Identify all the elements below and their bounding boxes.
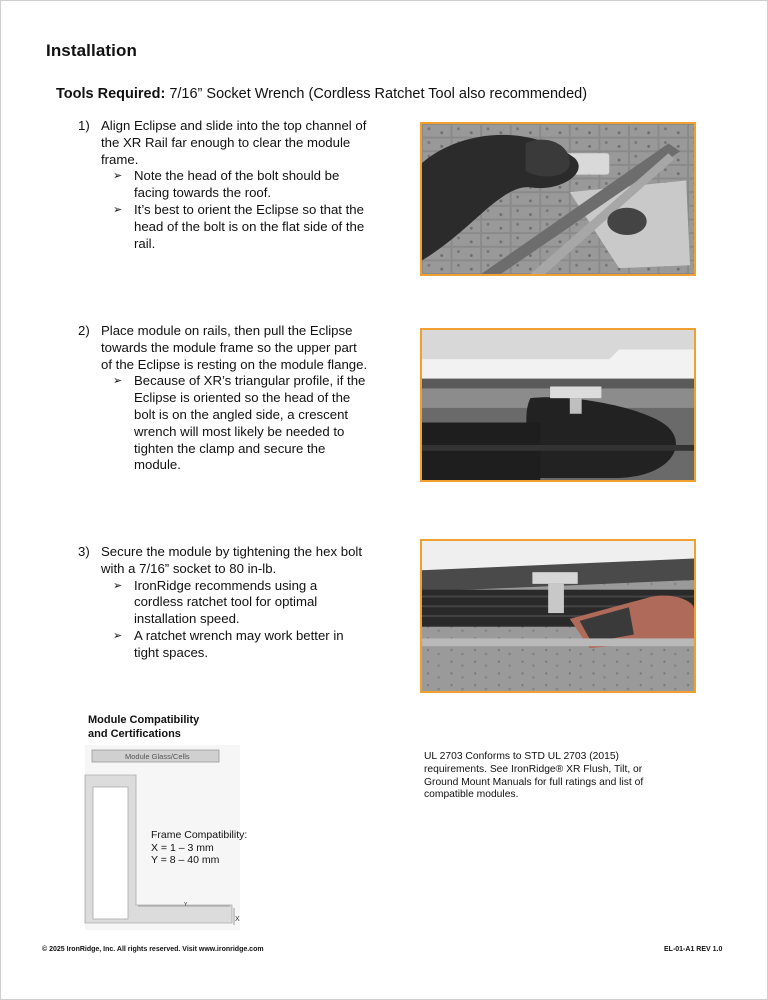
- dimension-y-label: Y: [184, 902, 188, 908]
- step-1: [78, 118, 368, 252]
- step-1-number: 1): [78, 118, 90, 133]
- step-2: [78, 323, 368, 474]
- footer-doc-revision: EL-01-A1 REV 1.0: [664, 946, 723, 953]
- step-2-photo: [420, 328, 696, 482]
- frame-compat-y: Y = 8 – 40 mm: [151, 854, 220, 866]
- step-2-bullet: ➢ Because of XR’s triangular profile, if the Eclipse is oriented so the head of the bolt is on the angled side, a crescent wrench will most likely be needed to tighten the clamp and secure the module.: [113, 373, 366, 473]
- step-3-text: Secure the module by tightening the hex bolt with a 7/16” socket to 80 in-lb.: [101, 544, 362, 576]
- step-3: [78, 544, 368, 662]
- arrow-bullet-icon: ➢: [113, 629, 123, 642]
- step-3-bullets: [113, 578, 368, 662]
- frame-compatibility: [151, 829, 247, 867]
- step-1-bullets: [113, 168, 368, 252]
- dimension-x-label: X: [235, 916, 240, 923]
- tools-text: 7/16” Socket Wrench (Cordless Ratchet Tool also recommended): [165, 86, 588, 102]
- step-2-text: Place module on rails, then pull the Eclipse towards the module frame so the upper part of the Eclipse is resting on the module flange.: [101, 323, 368, 372]
- step-1-bullet: ➢ It’s best to orient the Eclipse so that the head of the bolt is on the flat side of the rail.: [113, 201, 365, 251]
- step-3-photo: [420, 539, 696, 693]
- arrow-bullet-icon: ➢: [113, 203, 123, 216]
- arrow-bullet-icon: ➢: [113, 375, 123, 388]
- frame-compat-title: Frame Compatibility:: [151, 829, 248, 841]
- step-3-bullet: ➢ IronRidge recommends using a cordless ratchet tool for optimal installation speed.: [113, 577, 318, 627]
- compat-title: Module Compatibility and Certifications: [88, 714, 200, 740]
- footer-copyright: © 2025 IronRidge, Inc. All rights reserved. Visit www.ironridge.com: [42, 946, 264, 953]
- arrow-bullet-icon: ➢: [113, 579, 123, 592]
- step-1-photo: [420, 122, 696, 276]
- tools-label: Tools Required:: [56, 86, 166, 102]
- glass-label: Module Glass/Cells: [125, 752, 190, 761]
- step-1-text: Align Eclipse and slide into the top channel of the XR Rail far enough to clear the module frame.: [101, 118, 367, 167]
- arrow-bullet-icon: ➢: [113, 170, 123, 183]
- frame-compat-x: X = 1 – 3 mm: [151, 841, 214, 854]
- step-3-number: 3): [78, 544, 90, 559]
- step-2-bullets: [113, 373, 368, 474]
- ul-certification-text: UL 2703 Conforms to STD UL 2703 (2015) requirements. See IronRidge® XR Flush, Tilt, or Ground Mount Manuals for full ratings and list of compatible modules.: [424, 751, 644, 801]
- page-title: Installation: [46, 41, 137, 60]
- step-1-bullet: ➢ Note the head of the bolt should be facing towards the roof.: [113, 168, 340, 201]
- tools-required: [56, 86, 587, 102]
- step-2-number: 2): [78, 323, 90, 338]
- step-3-bullet: ➢ A ratchet wrench may work better in tight spaces.: [113, 627, 344, 660]
